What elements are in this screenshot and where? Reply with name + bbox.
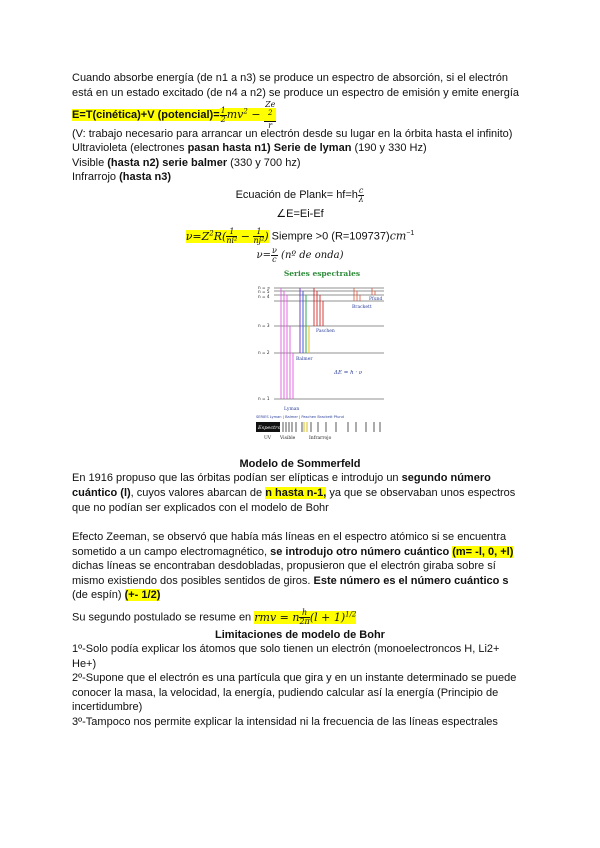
zeeman-line-4: mismo existiendo dos posibles sentidos de giros. Este número es el número cuántico s — [72, 575, 509, 587]
level-label-inf: n = ∞ — [258, 285, 271, 290]
series-label-paschen: Paschen — [316, 329, 335, 334]
paschen-lines — [314, 288, 323, 326]
zeeman-line-2: sometido a un campo electromagnético, se introdujo otro número cuántico (m= -l, 0, +l) — [72, 546, 514, 558]
zeeman-line-5: (de espín) (+- 1/2) — [72, 589, 161, 601]
bohr-limit-2c: incertidumbre) — [72, 701, 143, 713]
energy-equation-label: E=T(cinética)+V (potencial)= — [72, 109, 220, 122]
diagram-title: Series espectrales — [283, 269, 361, 278]
series-bottom-labels: SERIES Lyman | Balmer | Paschen Brackett Pfund — [256, 415, 344, 419]
zeeman-line-3: dichas líneas se encontraban desdobladas, propusieron que el electrón giraba sobre sí — [72, 560, 496, 572]
lyman-lines — [281, 288, 293, 399]
level-label-1: n = 1 — [258, 396, 270, 401]
series-label-lyman: Lyman — [284, 407, 300, 412]
energy-equation-formula: $\frac{1}{2}$ $mv^2$ − Ze $^2$ r — [220, 100, 276, 130]
rydberg-equation: $\nu=Z^2R$( $\frac{1}{\text{ni²}}$ − $\frac{1}{\text{nj²}}$ ) Siempre >0 $(R=109737)cm^{-1}$ — [185, 227, 415, 246]
bohr-limit-1b: He+) — [72, 658, 97, 670]
bohr-limit-1a: 1º-Solo podía explicar los átomos que solo tienen un electrón (monoelectroncos H, Li2+ — [72, 643, 500, 655]
absorption-text-line-1: Cuando absorbe energía (de n1 a n3) se produce un espectro de absorción, si el electrón — [72, 72, 509, 84]
wavenumber-equation: ν= $\frac{\nu}{c}$ (nº de onda) — [256, 246, 344, 264]
planck-equation: Ecuación de Plank= hf=h $\frac{c}{\lambda}$ — [235, 185, 364, 204]
uv-series-line: Ultravioleta (electrones pasan hasta n1) Serie de lyman (190 y 330 Hz) — [72, 142, 427, 154]
sommerfeld-line-2: cuántico (l), cuyos valores abarcan de n hasta n-1, ya que se observaban unos espectros — [72, 487, 516, 499]
region-visible: Visible — [280, 436, 296, 441]
delta-energy-equation: ∠E=Ei-Ef — [276, 208, 324, 220]
bohr-limit-3: 3º-Tampoco nos permite explicar la intensidad ni la frecuencia de las líneas espectrales — [72, 716, 498, 728]
spectrum-band-visible-lines — [304, 422, 307, 432]
sommerfeld-line-1: En 1916 propuso que las órbitas podían ser elípticas e introdujo un segundo número — [72, 472, 491, 484]
bohr-limits-title: Limitaciones de modelo de Bohr — [215, 629, 385, 641]
infrared-series-line: Infrarrojo (hasta n3) — [72, 171, 172, 183]
level-label-3: n = 3 — [258, 323, 270, 328]
bohr-limit-2a: 2º-Supone que el electrón es una partícula que gira y en un instante determinado se puede — [72, 672, 517, 684]
series-label-brackett: Brackett — [352, 305, 372, 310]
absorption-text-line-2: está en un estado excitado (de n4 a n2) se produce un espectro de emisión y emite energía — [72, 87, 520, 99]
level-label-5: n = 5 — [258, 289, 270, 294]
spectrum-band-label: Espectro — [258, 425, 281, 431]
level-label-4: n = 4 — [258, 294, 270, 299]
region-infrared: Infrarrojo — [309, 436, 332, 441]
balmer-lines — [300, 288, 309, 353]
sommerfeld-title: Modelo de Sommerfeld — [239, 458, 361, 470]
postulate-line: Su segundo postulado se resume en rmv = n $\frac{h}{2\pi}$ $(l + 1)^{1/2}$ — [72, 608, 357, 627]
postulate-formula: rmv = n $\frac{h}{2\pi}$ $(l + 1)^{1/2}$ — [254, 608, 357, 627]
series-label-pfund: Pfund — [369, 297, 383, 302]
energy-equation — [72, 100, 276, 130]
spectral-series-diagram — [256, 268, 388, 444]
v-note: (V: trabajo necesario para arrancar un electrón desde su lugar en la órbita hasta el infinito) — [72, 128, 513, 140]
region-uv: UV — [264, 436, 272, 441]
sommerfeld-line-3: que no podían ser explicados con el modelo de Bohr — [72, 502, 329, 514]
bohr-limit-2b: conocer la masa, la velocidad, la energía, pudiendo calcular así la energía (Principio de — [72, 687, 499, 699]
delta-e-label: ΔE = h · ν — [334, 370, 363, 376]
level-label-2: n = 2 — [258, 350, 270, 355]
visible-series-line: Visible (hasta n2) serie balmer (330 y 700 hz) — [72, 157, 301, 169]
spectrum-band-lines — [283, 422, 380, 432]
zeeman-line-1: Efecto Zeeman, se observó que había más líneas en el espectro atómico si se encuentra — [72, 531, 507, 543]
series-label-balmer: Balmer — [296, 357, 313, 362]
